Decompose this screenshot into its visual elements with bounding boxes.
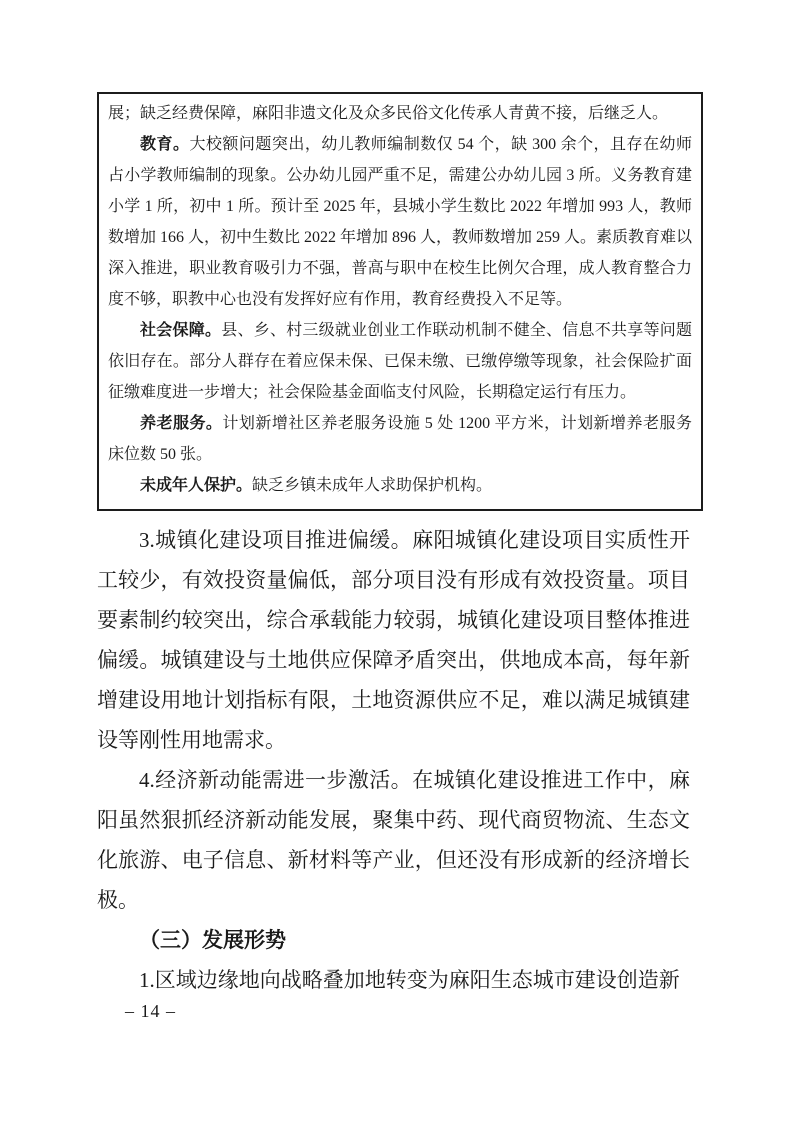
page-number: – 14 – (125, 1001, 176, 1021)
overflow-note-box (97, 92, 703, 511)
paragraph-urbanization-projects: 3.城镇化建设项目推进偏缓。麻阳城镇化建设项目实质性开工较少，有效投资量偏低，部分项目没有形成有效投资量。项目要素制约较突出，综合承载能力较弱，城镇化建设项目整体推进偏缓。城镇建设与土地供应保障矛盾突出，供地成本高，每年新增建设用地计划指标有限，土地资源供应不足，难以满足城镇建设等刚性用地需求。 (97, 528, 690, 752)
box-paragraph-continuation: 展；缺乏经费保障，麻阳非遗文化及众多民俗文化传承人青黄不接，后继乏人。 (108, 105, 669, 122)
document-page (97, 92, 703, 1000)
box-text-education: 大校额问题突出，幼儿教师编制数仅 54 个，缺 300 余个，且存在幼师占小学教师编制的现象。公办幼儿园严重不足，需建公办幼儿园 3 所。义务教育建小学 1 所，初中 1 所。预计至 2025 年，县城小学生数比 2022 年增加 993 人，教师数增加 166 人，初中生数比 2022 年增加 896 人，教师数增加 259 人。素质教育难以深入推进，职业教育吸引力不强，普高与职中在校生比例欠合理，成人教育整合力度不够，职教中心也没有发挥好应有作用，教育经费投入不足等。 (108, 136, 693, 308)
paragraph-new-economic-drivers: 4.经济新动能需进一步激活。在城镇化建设推进工作中，麻阳虽然狠抓经济新动能发展，聚集中药、现代商贸物流、生态文化旅游、电子信息、新材料等产业，但还没有形成新的经济增长极。 (97, 768, 690, 912)
body-text-column (97, 520, 690, 1000)
box-text-social-security: 县、乡、村三级就业创业工作联动机制不健全、信息不共享等问题依旧存在。部分人群存在着应保未保、已保未缴、已缴停缴等现象，社会保险扩面征缴难度进一步增大；社会保险基金面临支付风险，长期稳定运行有压力。 (108, 322, 692, 401)
box-label-social-security: 社会保障。 (140, 322, 222, 339)
paragraph-regional-edge: 1.区域边缘地向战略叠加地转变为麻阳生态城市建设创造新 (139, 968, 680, 992)
box-paragraph-social-security (108, 315, 692, 408)
box-text-minor-protection: 缺乏乡镇未成年人求助保护机构。 (252, 477, 493, 494)
box-paragraph-minor-protection (108, 470, 692, 501)
box-text-elderly-care: 计划新增社区养老服务设施 5 处 1200 平方米，计划新增养老服务床位数 50 张。 (108, 415, 692, 463)
box-label-education: 教育。 (140, 136, 190, 153)
section-heading-development-situation: （三）发展形势 (139, 928, 286, 952)
box-label-elderly-care: 养老服务。 (140, 415, 223, 432)
box-paragraph-education (108, 129, 692, 315)
box-paragraph-elderly-care (108, 408, 692, 470)
box-label-minor-protection: 未成年人保护。 (140, 477, 253, 494)
